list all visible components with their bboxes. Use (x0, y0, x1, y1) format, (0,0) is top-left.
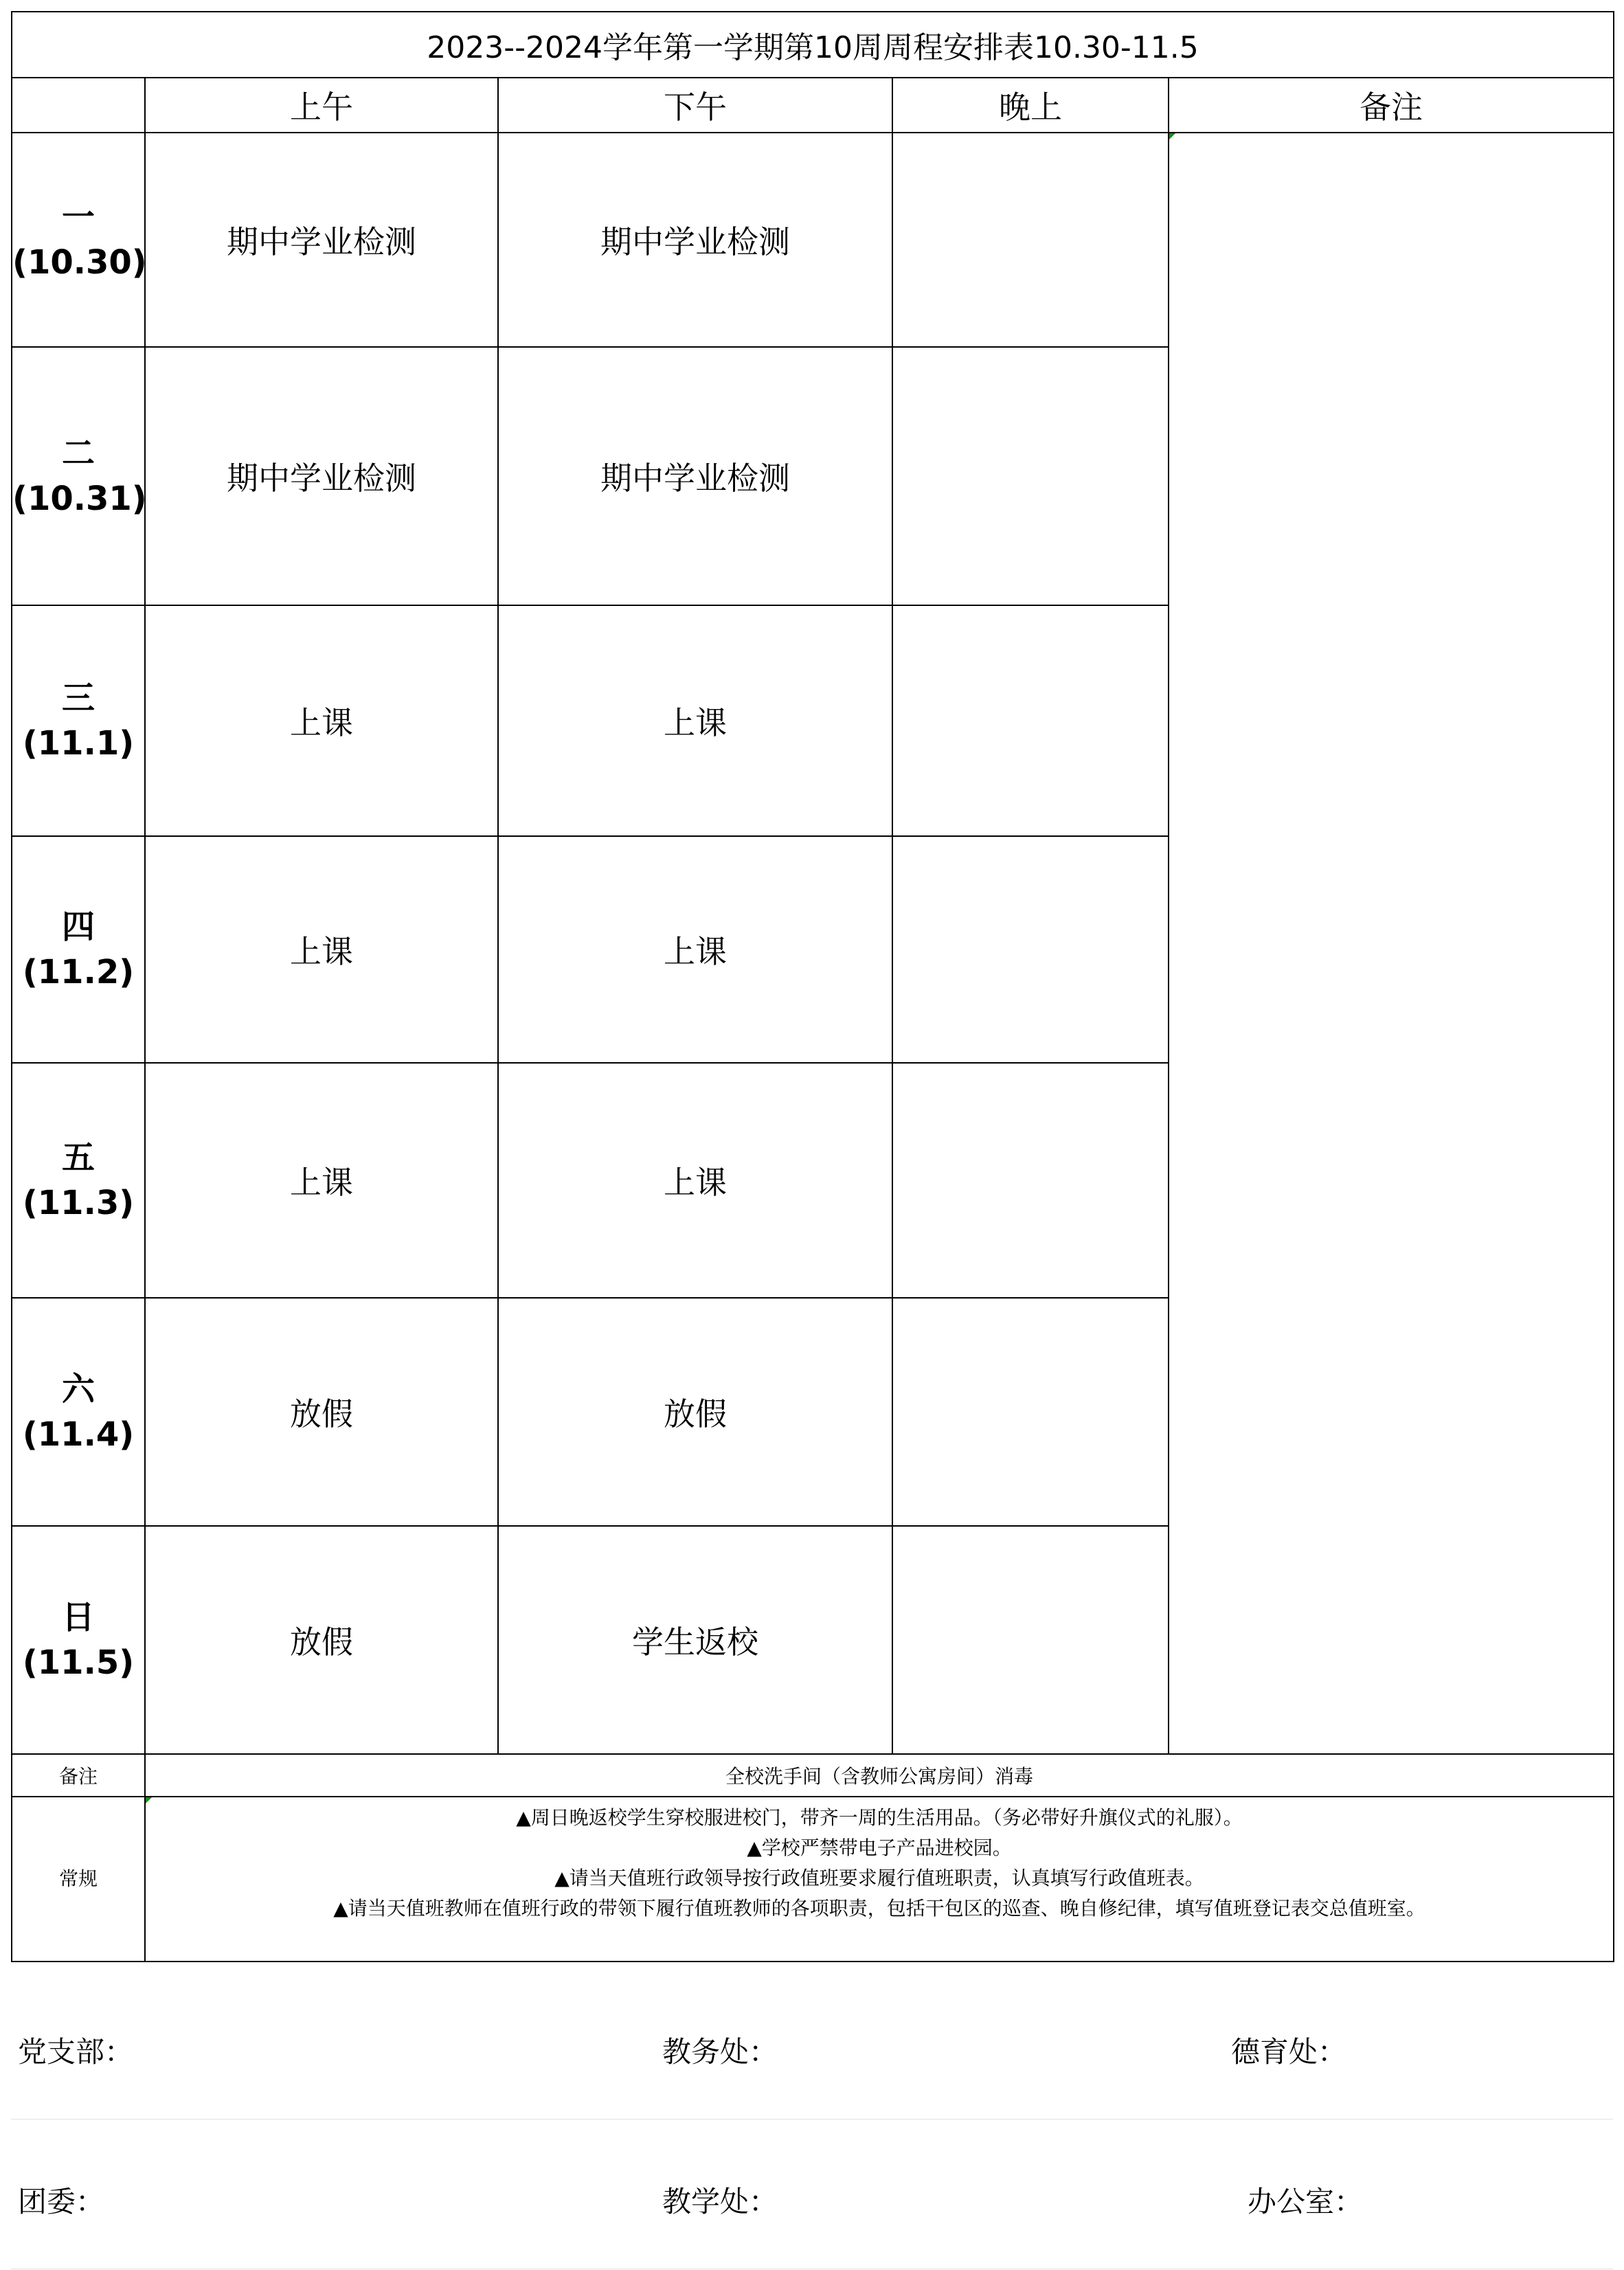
day-label: 五 (11.3) (12, 1063, 145, 1298)
evening-cell (892, 1063, 1169, 1298)
schedule-sheet (11, 11, 1613, 1962)
evening-cell (892, 1298, 1169, 1526)
afternoon-cell: 放假 (498, 1298, 892, 1526)
note-label: 备注 (12, 1754, 145, 1797)
signature-teaching-office: 教学处： (662, 2185, 778, 2218)
note-text: 全校洗手间（含教师公寓房间）消毒 (145, 1754, 1614, 1797)
day-label: 二 (10.31) (12, 347, 145, 605)
morning-cell: 上课 (145, 1063, 498, 1298)
header-morning: 上午 (145, 78, 498, 133)
afternoon-cell: 上课 (498, 605, 892, 836)
day-label: 六 (11.4) (12, 1298, 145, 1526)
morning-cell: 期中学业检测 (145, 133, 498, 347)
header-evening: 晚上 (892, 78, 1169, 133)
header-remarks: 备注 (1169, 78, 1614, 133)
signature-party-branch: 党支部： (18, 2035, 134, 2069)
remarks-cell (1169, 133, 1614, 1754)
evening-cell (892, 1526, 1169, 1754)
afternoon-cell: 期中学业检测 (498, 347, 892, 605)
signature-row (11, 1969, 1613, 2120)
morning-cell: 放假 (145, 1526, 498, 1754)
day-row-mon (12, 133, 1614, 347)
note-row (12, 1754, 1614, 1797)
routine-line: ▲请当天值班教师在值班行政的带领下履行值班教师的各项职责，包括干包区的巡查、晚自修纪律，填写值班登记表交总值班室。 (333, 1897, 1425, 1920)
header-row (12, 78, 1614, 133)
signature-row (11, 2119, 1613, 2269)
evening-cell (892, 605, 1169, 836)
signature-moral-education: 德育处： (1231, 2035, 1347, 2069)
routine-line: ▲周日晚返校学生穿校服进校门，带齐一周的生活用品。（务必带好升旗仪式的礼服）。 (516, 1806, 1243, 1829)
evening-cell (892, 133, 1169, 347)
routine-text (145, 1797, 1614, 1962)
morning-cell: 期中学业检测 (145, 347, 498, 605)
header-afternoon: 下午 (498, 78, 892, 133)
evening-cell (892, 836, 1169, 1063)
afternoon-cell: 上课 (498, 1063, 892, 1298)
comment-marker-icon (1169, 133, 1175, 139)
morning-cell: 上课 (145, 605, 498, 836)
routine-label: 常规 (12, 1797, 145, 1962)
routine-row (12, 1797, 1614, 1962)
signature-general-office: 办公室： (1248, 2185, 1364, 2218)
signature-youth-league: 团委： (18, 2185, 105, 2218)
day-label: 日 (11.5) (12, 1526, 145, 1754)
afternoon-cell: 期中学业检测 (498, 133, 892, 347)
signature-academic-affairs: 教务处： (662, 2035, 778, 2069)
comment-marker-icon (146, 1797, 152, 1803)
routine-line: ▲学校严禁带电子产品进校园。 (747, 1836, 1012, 1859)
afternoon-cell: 学生返校 (498, 1526, 892, 1754)
day-label: 一 (10.30) (12, 133, 145, 347)
header-corner (12, 78, 145, 133)
morning-cell: 上课 (145, 836, 498, 1063)
evening-cell (892, 347, 1169, 605)
afternoon-cell: 上课 (498, 836, 892, 1063)
morning-cell: 放假 (145, 1298, 498, 1526)
day-label: 三 (11.1) (12, 605, 145, 836)
schedule-table (11, 11, 1614, 1962)
page-title: 2023--2024学年第一学期第10周周程安排表10.30-11.5 (12, 12, 1614, 78)
routine-line: ▲请当天值班行政领导按行政值班要求履行值班职责，认真填写行政值班表。 (554, 1867, 1204, 1889)
day-label: 四 (11.2) (12, 836, 145, 1063)
